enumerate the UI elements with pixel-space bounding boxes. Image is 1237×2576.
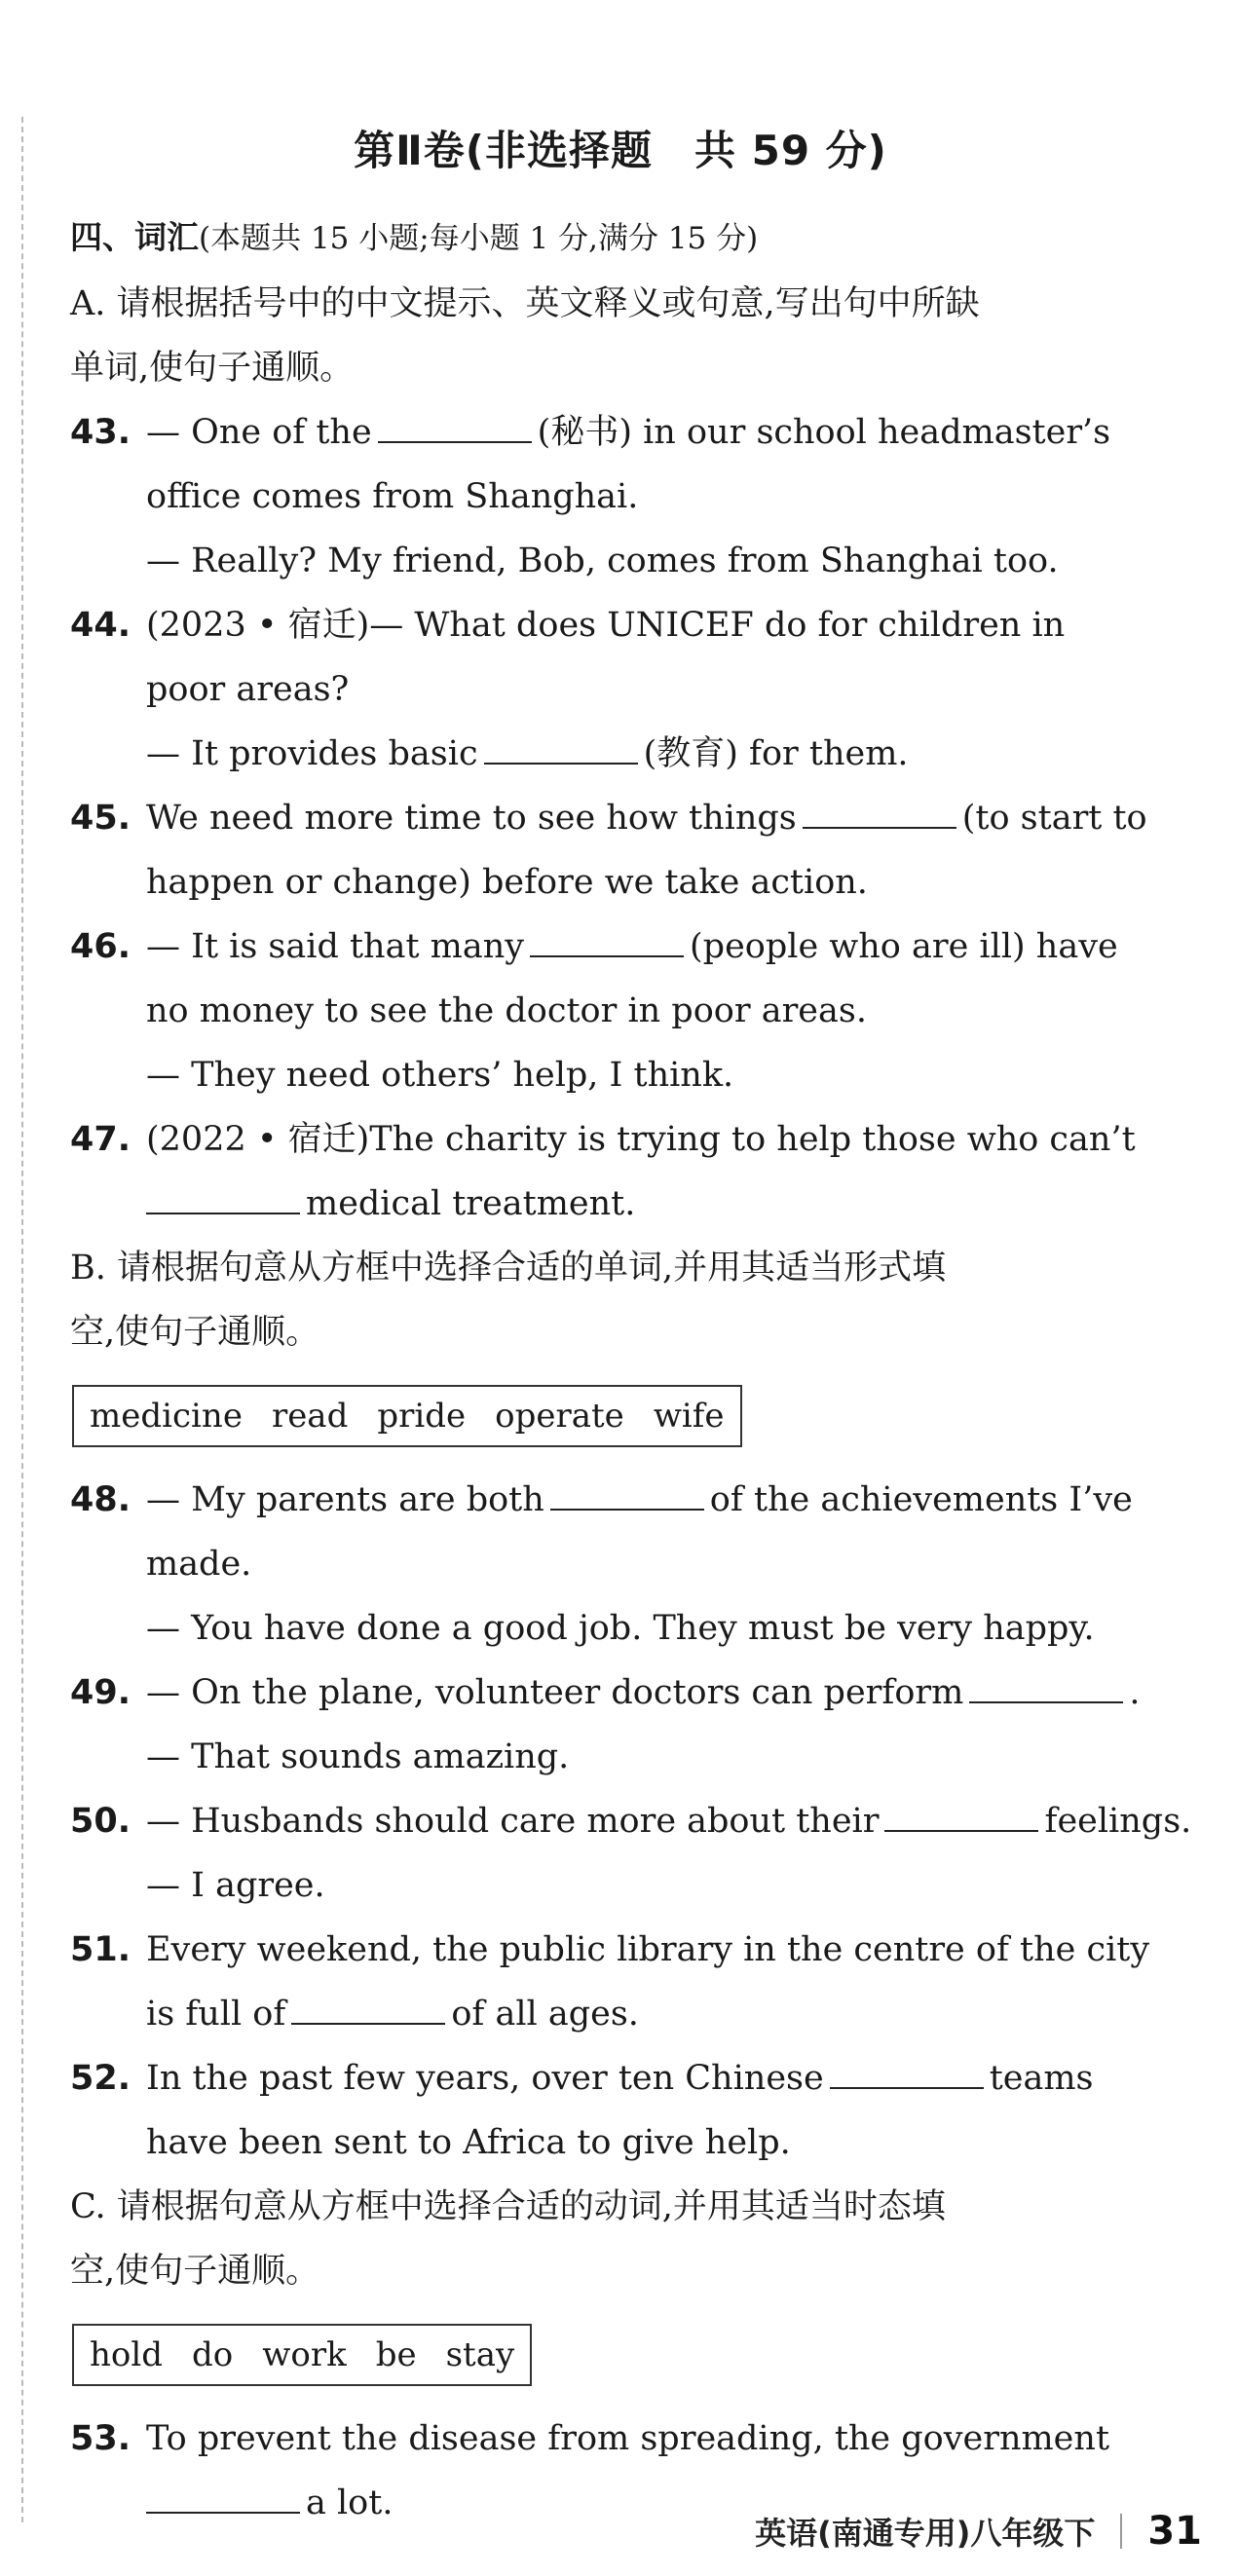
word-bank-item: read [271, 1397, 349, 1436]
question-49: 49. — On the plane, volunteer doctors can perform . [70, 1673, 1141, 1712]
answer-blank-45[interactable] [803, 798, 956, 829]
part-c-instruction-cont: 空,使句子通顺。 [70, 2252, 320, 2291]
question-number: 43. [70, 413, 131, 452]
word-bank-item: be [375, 2335, 417, 2374]
question-48-line-2: made. [146, 1545, 252, 1584]
question-48-line-3: — You have done a good job. They must be very happy. [146, 1609, 1095, 1648]
word-bank-item: do [192, 2335, 234, 2374]
question-43-line-2: office comes from Shanghai. [146, 477, 639, 516]
question-50-line-2: — I agree. [146, 1866, 325, 1905]
word-bank-c [72, 2324, 532, 2386]
question-number: 45. [70, 799, 131, 838]
question-number: 51. [70, 1930, 131, 1969]
book-title: 英语(南通专用)八年级下 [755, 2515, 1096, 2552]
page-number: 31 [1147, 2509, 1202, 2554]
question-51-line-2: is full of of all ages. [146, 1995, 639, 2034]
question-number: 44. [70, 606, 131, 645]
question-53: 53. To prevent the disease from spreading, the government [70, 2419, 1110, 2458]
word-bank-item: medicine [90, 1397, 243, 1436]
section-four-label: 四、词汇 [70, 218, 199, 256]
part-c-instruction: C. 请根据句意从方框中选择合适的动词,并用其适当时态填 [70, 2187, 946, 2226]
question-number: 52. [70, 2059, 131, 2098]
word-bank-item: pride [377, 1397, 467, 1436]
question-45: 45. We need more time to see how things (to start to [70, 799, 1147, 838]
question-52: 52. In the past few years, over ten Chinese teams [70, 2059, 1094, 2098]
question-number: 50. [70, 1802, 131, 1841]
question-46-line-2: no money to see the doctor in poor areas. [146, 991, 867, 1030]
question-number: 49. [70, 1673, 131, 1712]
question-43-line-3: — Really? My friend, Bob, comes from Shanghai too. [146, 541, 1059, 580]
question-number: 47. [70, 1120, 131, 1159]
question-47: 47. (2022 • 宿迁)The charity is trying to help those who can’t [70, 1120, 1136, 1159]
question-43: 43. — One of the (秘书) in our school headmaster’s [70, 413, 1111, 452]
question-49-line-2: — That sounds amazing. [146, 1737, 570, 1776]
section-four-note: (本题共 15 小题;每小题 1 分,满分 15 分) [199, 221, 759, 256]
answer-blank-48[interactable] [550, 1479, 704, 1511]
part-a-instruction-cont: 单词,使句子通顺。 [70, 349, 355, 388]
footer-divider [1120, 2514, 1122, 2549]
question-44-line-2: poor areas? [146, 670, 350, 709]
part-b-instruction: B. 请根据句意从方框中选择合适的单词,并用其适当形式填 [70, 1249, 947, 1288]
question-number: 53. [70, 2419, 131, 2458]
question-44: 44. (2023 • 宿迁)— What does UNICEF do for children in [70, 606, 1066, 645]
answer-blank-49[interactable] [969, 1672, 1123, 1703]
question-number: 46. [70, 927, 131, 966]
answer-blank-53[interactable] [146, 2483, 300, 2514]
paper-section-title: 第Ⅱ卷(非选择题 共 59 分) [354, 127, 887, 174]
question-44-line-3: — It provides basic (教育) for them. [146, 734, 909, 773]
answer-blank-51[interactable] [291, 1994, 445, 2025]
question-50: 50. — Husbands should care more about their feelings. [70, 1802, 1192, 1841]
question-number: 48. [70, 1480, 131, 1519]
answer-blank-50[interactable] [884, 1801, 1038, 1832]
question-46: 46. — It is said that many (people who are ill) have [70, 927, 1118, 966]
question-53-line-2: a lot. [146, 2482, 393, 2524]
part-b-instruction-cont: 空,使句子通顺。 [70, 1313, 320, 1352]
word-bank-item: work [262, 2335, 347, 2374]
question-48: 48. — My parents are both of the achievements I’ve [70, 1480, 1133, 1519]
word-bank-item: wife [653, 1397, 725, 1436]
answer-blank-44[interactable] [484, 733, 638, 765]
word-bank-item: hold [90, 2335, 164, 2374]
question-46-line-3: — They need others’ help, I think. [146, 1056, 734, 1095]
question-45-line-2: happen or change) before we take action. [146, 863, 868, 902]
answer-blank-52[interactable] [830, 2058, 984, 2089]
word-bank-item: stay [445, 2335, 515, 2374]
word-bank-b [72, 1385, 742, 1447]
answer-blank-46[interactable] [530, 926, 684, 957]
word-bank-item: operate [495, 1397, 624, 1436]
question-52-line-2: have been sent to Africa to give help. [146, 2123, 791, 2162]
answer-blank-47[interactable] [146, 1183, 300, 1214]
part-a-instruction: A. 请根据括号中的中文提示、英文释义或句意,写出句中所缺 [70, 284, 980, 323]
answer-blank-43[interactable] [378, 412, 532, 443]
binding-margin-line [21, 117, 23, 2522]
section-four-header [70, 212, 758, 258]
page-footer [755, 2509, 1202, 2554]
question-47-line-2: medical treatment. [146, 1182, 635, 1225]
question-51: 51. Every weekend, the public library in the centre of the city [70, 1930, 1150, 1969]
